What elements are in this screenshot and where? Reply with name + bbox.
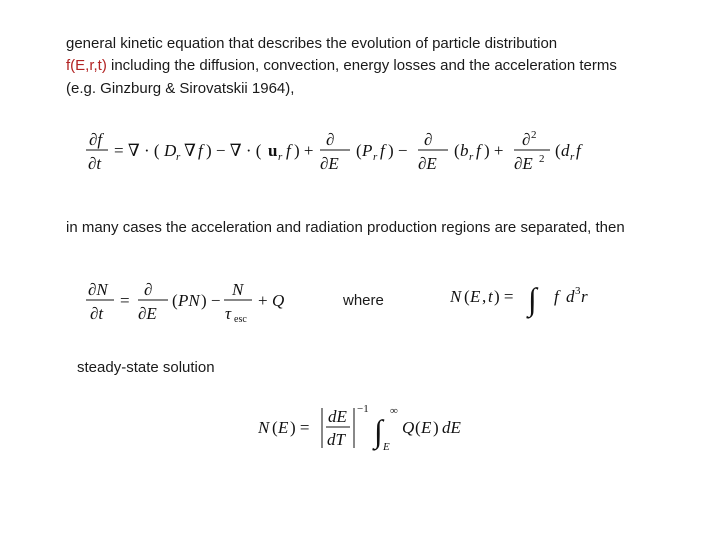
svg-text:P: P — [362, 141, 373, 160]
svg-text:−1: −1 — [357, 403, 369, 415]
svg-text:f: f — [198, 141, 203, 160]
svg-text:∂: ∂ — [522, 130, 531, 149]
svg-text:r: r — [469, 151, 474, 163]
svg-text:dE: dE — [328, 407, 347, 426]
svg-text:∂E: ∂E — [138, 304, 157, 323]
svg-text:) −: ) − — [388, 141, 408, 160]
svg-text:): ) — [433, 418, 439, 437]
svg-text:(: ( — [356, 141, 362, 160]
svg-text:esc: esc — [234, 314, 247, 325]
svg-text:) − ∇ · (: ) − ∇ · ( — [206, 141, 262, 160]
svg-text:∂: ∂ — [424, 130, 433, 149]
svg-text:τ: τ — [225, 304, 232, 323]
svg-text:r: r — [176, 151, 181, 163]
svg-text:= ∇ · (: = ∇ · ( — [114, 141, 160, 160]
svg-text:E: E — [421, 418, 432, 437]
svg-text:∂f: ∂f — [89, 130, 103, 149]
intro-line-3: (e.g. Ginzburg & Sirovatskii 1964), — [66, 80, 295, 97]
svg-text:∂t: ∂t — [90, 304, 104, 323]
steady-state-equation — [258, 400, 478, 456]
svg-text:,: , — [482, 287, 487, 306]
svg-text:N: N — [450, 287, 462, 306]
svg-text:∫: ∫ — [374, 413, 383, 449]
svg-text:∂E: ∂E — [514, 154, 533, 173]
kinetic-equation — [84, 128, 584, 176]
svg-text:D: D — [164, 141, 177, 160]
svg-text:r: r — [570, 151, 575, 163]
svg-text:t: t — [488, 287, 493, 306]
svg-text:(: ( — [555, 141, 561, 160]
svg-text:PN: PN — [178, 291, 200, 310]
svg-text:f: f — [576, 141, 581, 160]
svg-text:N: N — [232, 280, 244, 299]
svg-text:∂E: ∂E — [320, 154, 339, 173]
svg-text:r: r — [373, 151, 378, 163]
svg-text:f: f — [380, 141, 385, 160]
intro-line-2-rest: including the diffusion, convection, energy losses and the acceleration terms — [106, 57, 617, 74]
svg-text:) +: ) + — [484, 141, 504, 160]
svg-text:r: r — [581, 287, 588, 306]
svg-text:r: r — [278, 151, 283, 163]
svg-text:=: = — [120, 291, 130, 310]
svg-text:∞: ∞ — [390, 405, 398, 417]
svg-text:∫: ∫ — [528, 281, 537, 317]
separation-text: in many cases the acceleration and radiation production regions are separated, then — [66, 219, 625, 236]
svg-text:∇: ∇ — [184, 141, 196, 160]
svg-text:∂E: ∂E — [418, 154, 437, 173]
steady-state-label: steady-state solution — [77, 359, 215, 376]
svg-text:3: 3 — [575, 285, 581, 297]
svg-text:dT: dT — [327, 430, 345, 449]
where-label: where — [343, 292, 384, 309]
svg-text:(: ( — [464, 287, 470, 306]
distribution-function-label: f(E,r,t) — [66, 57, 107, 74]
svg-text:E: E — [383, 441, 390, 453]
svg-text:E: E — [278, 418, 289, 437]
svg-text:f: f — [476, 141, 481, 160]
svg-text:f: f — [554, 287, 559, 306]
svg-text:2: 2 — [539, 153, 545, 165]
svg-text:) −: ) − — [201, 291, 221, 310]
svg-text:(: ( — [454, 141, 460, 160]
svg-text:∂: ∂ — [144, 280, 153, 299]
transport-equation — [84, 278, 294, 326]
svg-text:d: d — [566, 287, 575, 306]
svg-text:Q: Q — [402, 418, 415, 437]
svg-text:2: 2 — [531, 129, 537, 141]
svg-text:∂: ∂ — [326, 130, 335, 149]
intro-line-1: general kinetic equation that describes the evolution of particle distribution — [66, 35, 558, 52]
svg-text:) =: ) = — [494, 287, 514, 306]
svg-text:dE: dE — [442, 418, 461, 437]
svg-text:(: ( — [415, 418, 421, 437]
intro-line-2 — [66, 55, 617, 77]
svg-text:) +: ) + — [294, 141, 314, 160]
svg-text:E: E — [470, 287, 481, 306]
svg-text:∂N: ∂N — [88, 280, 108, 299]
svg-text:+: + — [258, 291, 268, 310]
svg-text:Q: Q — [272, 291, 285, 310]
svg-text:d: d — [561, 141, 570, 160]
svg-text:∂t: ∂t — [88, 154, 102, 173]
svg-text:) =: ) = — [290, 418, 310, 437]
svg-text:(: ( — [172, 291, 178, 310]
svg-text:(: ( — [272, 418, 278, 437]
svg-text:N: N — [258, 418, 270, 437]
svg-text:f: f — [286, 141, 291, 160]
number-density-definition — [450, 276, 600, 320]
svg-text:b: b — [460, 141, 469, 160]
svg-text:u: u — [268, 141, 278, 160]
